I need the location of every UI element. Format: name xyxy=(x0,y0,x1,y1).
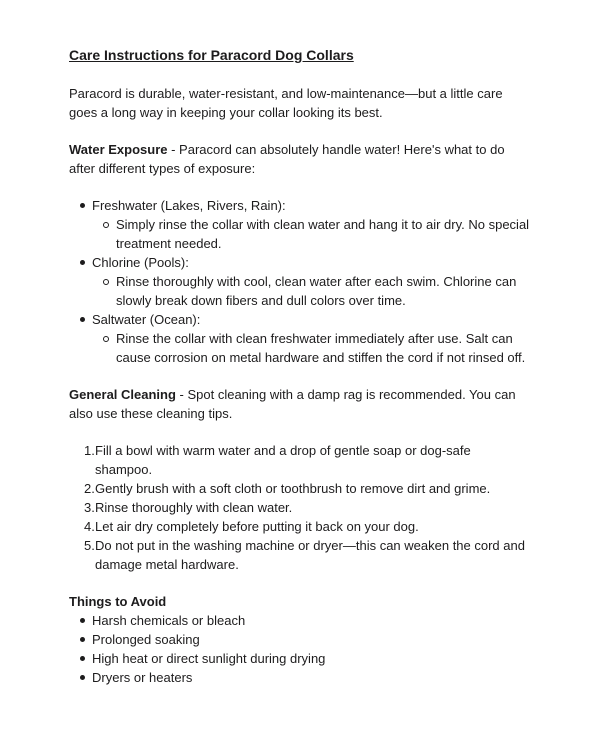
sublist-item-text: Rinse the collar with clean freshwater immediately after use. Salt can cause corrosion on metal hardware and stiffen the cord if not rinsed off. xyxy=(116,331,526,365)
avoid-item-text: Prolonged soaking xyxy=(92,632,200,647)
cleaning-step xyxy=(69,441,531,479)
cleaning-steps-list xyxy=(69,441,531,574)
cleaning-step-text: Gently brush with a soft cloth or toothbrush to remove dirt and grime. xyxy=(95,481,491,496)
cleaning-step-text: Rinse thoroughly with clean water. xyxy=(95,500,293,515)
avoid-item xyxy=(69,668,531,687)
sublist-item-text: Simply rinse the collar with clean water and hang it to air dry. No special treatment needed. xyxy=(116,217,530,251)
sublist-item xyxy=(92,215,531,253)
sublist xyxy=(92,215,531,253)
list-item-label: Chlorine (Pools): xyxy=(92,255,189,270)
avoid-item-text: Dryers or heaters xyxy=(92,670,193,685)
avoid-item-text: Harsh chemicals or bleach xyxy=(92,613,246,628)
things-to-avoid-list xyxy=(69,611,531,687)
cleaning-step-text: Do not put in the washing machine or dryer—this can weaken the cord and damage metal hardware. xyxy=(95,538,525,572)
intro-paragraph: Paracord is durable, water-resistant, and low-maintenance—but a little care goes a long way in keeping your collar looking its best. xyxy=(69,86,503,120)
cleaning-step-text: Let air dry completely before putting it back on your dog. xyxy=(95,519,419,534)
general-cleaning-paragraph xyxy=(69,385,531,423)
sublist xyxy=(92,272,531,310)
avoid-item-text: High heat or direct sunlight during drying xyxy=(92,651,326,666)
cleaning-step xyxy=(69,536,531,574)
sublist-item xyxy=(92,329,531,367)
page-title: Care Instructions for Paracord Dog Collars xyxy=(69,47,354,63)
water-exposure-paragraph xyxy=(69,140,531,178)
general-cleaning-heading: General Cleaning xyxy=(69,387,176,402)
avoid-item xyxy=(69,649,531,668)
water-exposure-lead: - Paracord can absolutely handle water! Here's what to do after different types of exposure: xyxy=(69,142,505,176)
general-cleaning-lead: - Spot cleaning with a damp rag is recommended. You can also use these cleaning tips. xyxy=(69,387,516,421)
list-item-freshwater xyxy=(69,196,531,253)
things-to-avoid-heading: Things to Avoid xyxy=(69,594,167,609)
list-item-label: Saltwater (Ocean): xyxy=(92,312,201,327)
cleaning-step-text: Fill a bowl with warm water and a drop of gentle soap or dog-safe shampoo. xyxy=(95,443,471,477)
water-exposure-list xyxy=(69,196,531,367)
list-item-chlorine xyxy=(69,253,531,310)
cleaning-step xyxy=(69,498,531,517)
water-exposure-heading: Water Exposure xyxy=(69,142,168,157)
sublist xyxy=(92,329,531,367)
avoid-item xyxy=(69,611,531,630)
cleaning-step xyxy=(69,479,531,498)
sublist-item-text: Rinse thoroughly with cool, clean water after each swim. Chlorine can slowly break down fibers and dull colors over time. xyxy=(116,274,517,308)
list-item-saltwater xyxy=(69,310,531,367)
things-to-avoid-paragraph xyxy=(69,592,531,611)
avoid-item xyxy=(69,630,531,649)
cleaning-step xyxy=(69,517,531,536)
list-item-label: Freshwater (Lakes, Rivers, Rain): xyxy=(92,198,286,213)
sublist-item xyxy=(92,272,531,310)
